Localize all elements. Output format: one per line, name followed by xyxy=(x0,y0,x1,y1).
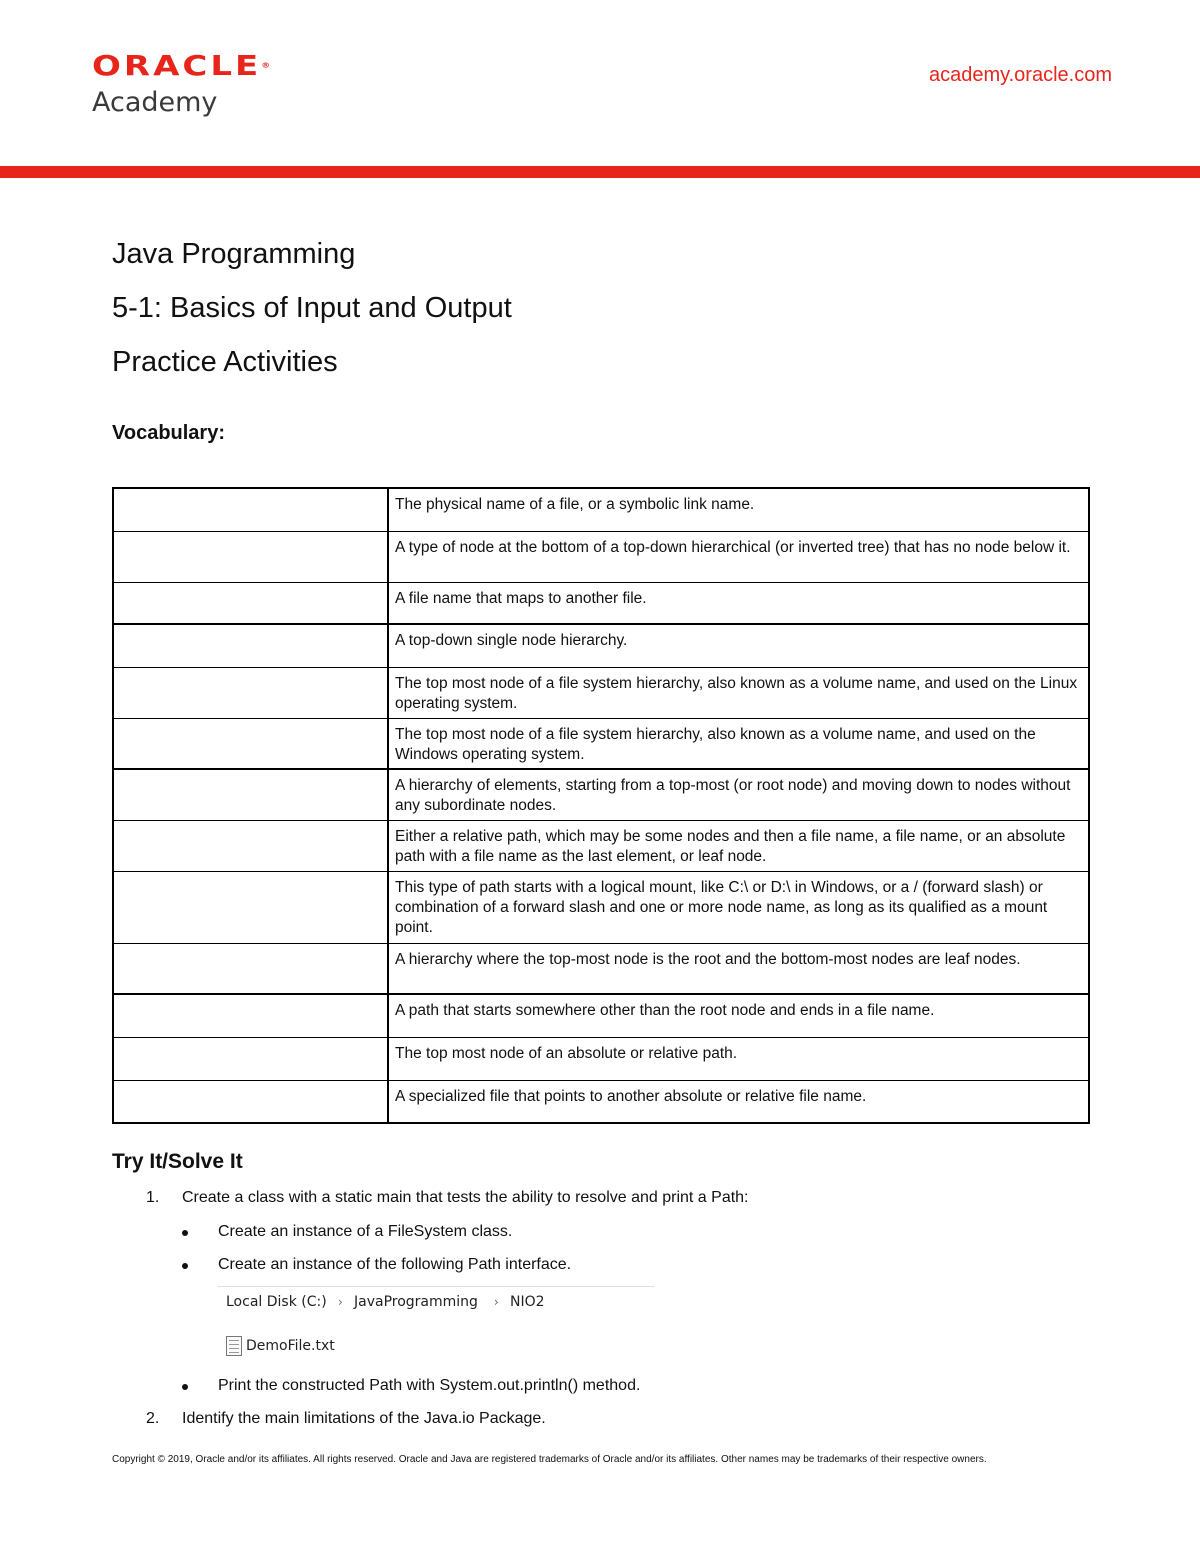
bullet-dot xyxy=(182,1263,188,1269)
vocab-definition-cell: The top most node of a file system hierarchy, also known as a volume name, and used on the Windows operating system. xyxy=(388,718,1089,769)
breadcrumb-nio2: NIO2 xyxy=(510,1294,545,1310)
vocab-definition-cell: The top most node of a file system hierarchy, also known as a volume name, and used on the Linux operating system. xyxy=(388,667,1089,718)
breadcrumb-javaprogramming: JavaProgramming xyxy=(354,1294,478,1310)
list-number-2: 2. xyxy=(146,1410,160,1427)
logo-academy-text: Academy xyxy=(92,87,218,118)
vocab-term-cell[interactable] xyxy=(113,667,388,718)
text-file-icon xyxy=(226,1336,242,1356)
vocab-term-cell[interactable] xyxy=(113,943,388,994)
explorer-divider xyxy=(218,1286,654,1287)
vocab-term-cell[interactable] xyxy=(113,1080,388,1123)
lesson-title: 5-1: Basics of Input and Output xyxy=(112,292,512,324)
bullet-dot xyxy=(182,1384,188,1390)
list-item-2-text: Identify the main limitations of the Java.io Package. xyxy=(182,1410,546,1427)
vocab-term-cell[interactable] xyxy=(113,582,388,624)
vocab-definition-cell: The physical name of a file, or a symbolic link name. xyxy=(388,488,1089,531)
vocab-term-cell[interactable] xyxy=(113,718,388,769)
title-block xyxy=(112,236,512,398)
vocab-term-cell[interactable] xyxy=(113,820,388,871)
vocab-term-cell[interactable] xyxy=(113,488,388,531)
bullet-text: Print the constructed Path with System.out.println() method. xyxy=(218,1377,641,1394)
bullet-text: Create an instance of a FileSystem class. xyxy=(218,1223,513,1240)
vocab-definition-cell: A file name that maps to another file. xyxy=(388,582,1089,624)
copyright-footer: Copyright © 2019, Oracle and/or its affiliates. All rights reserved. Oracle and Java are registered trademarks of Oracle and/or its affiliates. Other names may be trademarks of their respective owners. xyxy=(112,1454,987,1465)
vocab-term-cell[interactable] xyxy=(113,871,388,943)
file-name-label: DemoFile.txt xyxy=(246,1338,335,1354)
list-item-1-text: Create a class with a static main that tests the ability to resolve and print a Path: xyxy=(182,1189,749,1206)
logo-oracle-wordmark: ORACLE® xyxy=(92,49,271,83)
vocabulary-heading: Vocabulary: xyxy=(112,422,225,444)
vocab-term-cell[interactable] xyxy=(113,624,388,667)
chevron-right-icon: › xyxy=(338,1295,343,1309)
breadcrumb-local-disk: Local Disk (C:) xyxy=(226,1294,327,1310)
chevron-right-icon: › xyxy=(494,1295,499,1309)
course-title: Java Programming xyxy=(112,238,356,270)
vocab-definition-cell: A top-down single node hierarchy. xyxy=(388,624,1089,667)
vocab-definition-cell: A path that starts somewhere other than the root node and ends in a file name. xyxy=(388,994,1089,1037)
vocab-definition-cell: Either a relative path, which may be some nodes and then a file name, a file name, or an absolute path with a file name as the last element, or leaf node. xyxy=(388,820,1089,871)
bullet-dot xyxy=(182,1230,188,1236)
oracle-academy-logo xyxy=(92,49,271,120)
vocab-term-cell[interactable] xyxy=(113,769,388,820)
activity-title: Practice Activities xyxy=(112,346,338,378)
try-it-heading: Try It/Solve It xyxy=(112,1150,243,1173)
vocab-definition-cell: This type of path starts with a logical mount, like C:\ or D:\ in Windows, or a / (forward slash) or combination of a forward slash and one or more node name, as long as its qualified as a mount point. xyxy=(388,871,1089,943)
vocab-definition-cell: A hierarchy of elements, starting from a top-most (or root node) and moving down to nodes without any subordinate nodes. xyxy=(388,769,1089,820)
vocab-definition-cell: A type of node at the bottom of a top-down hierarchical (or inverted tree) that has no node below it. xyxy=(388,531,1089,582)
vocab-definition-cell: A specialized file that points to another absolute or relative file name. xyxy=(388,1080,1089,1123)
vocabulary-table xyxy=(112,487,1090,1124)
vocab-term-cell[interactable] xyxy=(113,1037,388,1080)
vocab-term-cell[interactable] xyxy=(113,994,388,1037)
vocab-definition-cell: A hierarchy where the top-most node is the root and the bottom-most nodes are leaf nodes. xyxy=(388,943,1089,994)
vocab-term-cell[interactable] xyxy=(113,531,388,582)
academy-site-link[interactable]: academy.oracle.com xyxy=(928,64,1112,86)
vocab-definition-cell: The top most node of an absolute or relative path. xyxy=(388,1037,1089,1080)
header-red-band xyxy=(0,166,1200,178)
list-number-1: 1. xyxy=(146,1189,160,1206)
bullet-text: Create an instance of the following Path interface. xyxy=(218,1256,572,1273)
